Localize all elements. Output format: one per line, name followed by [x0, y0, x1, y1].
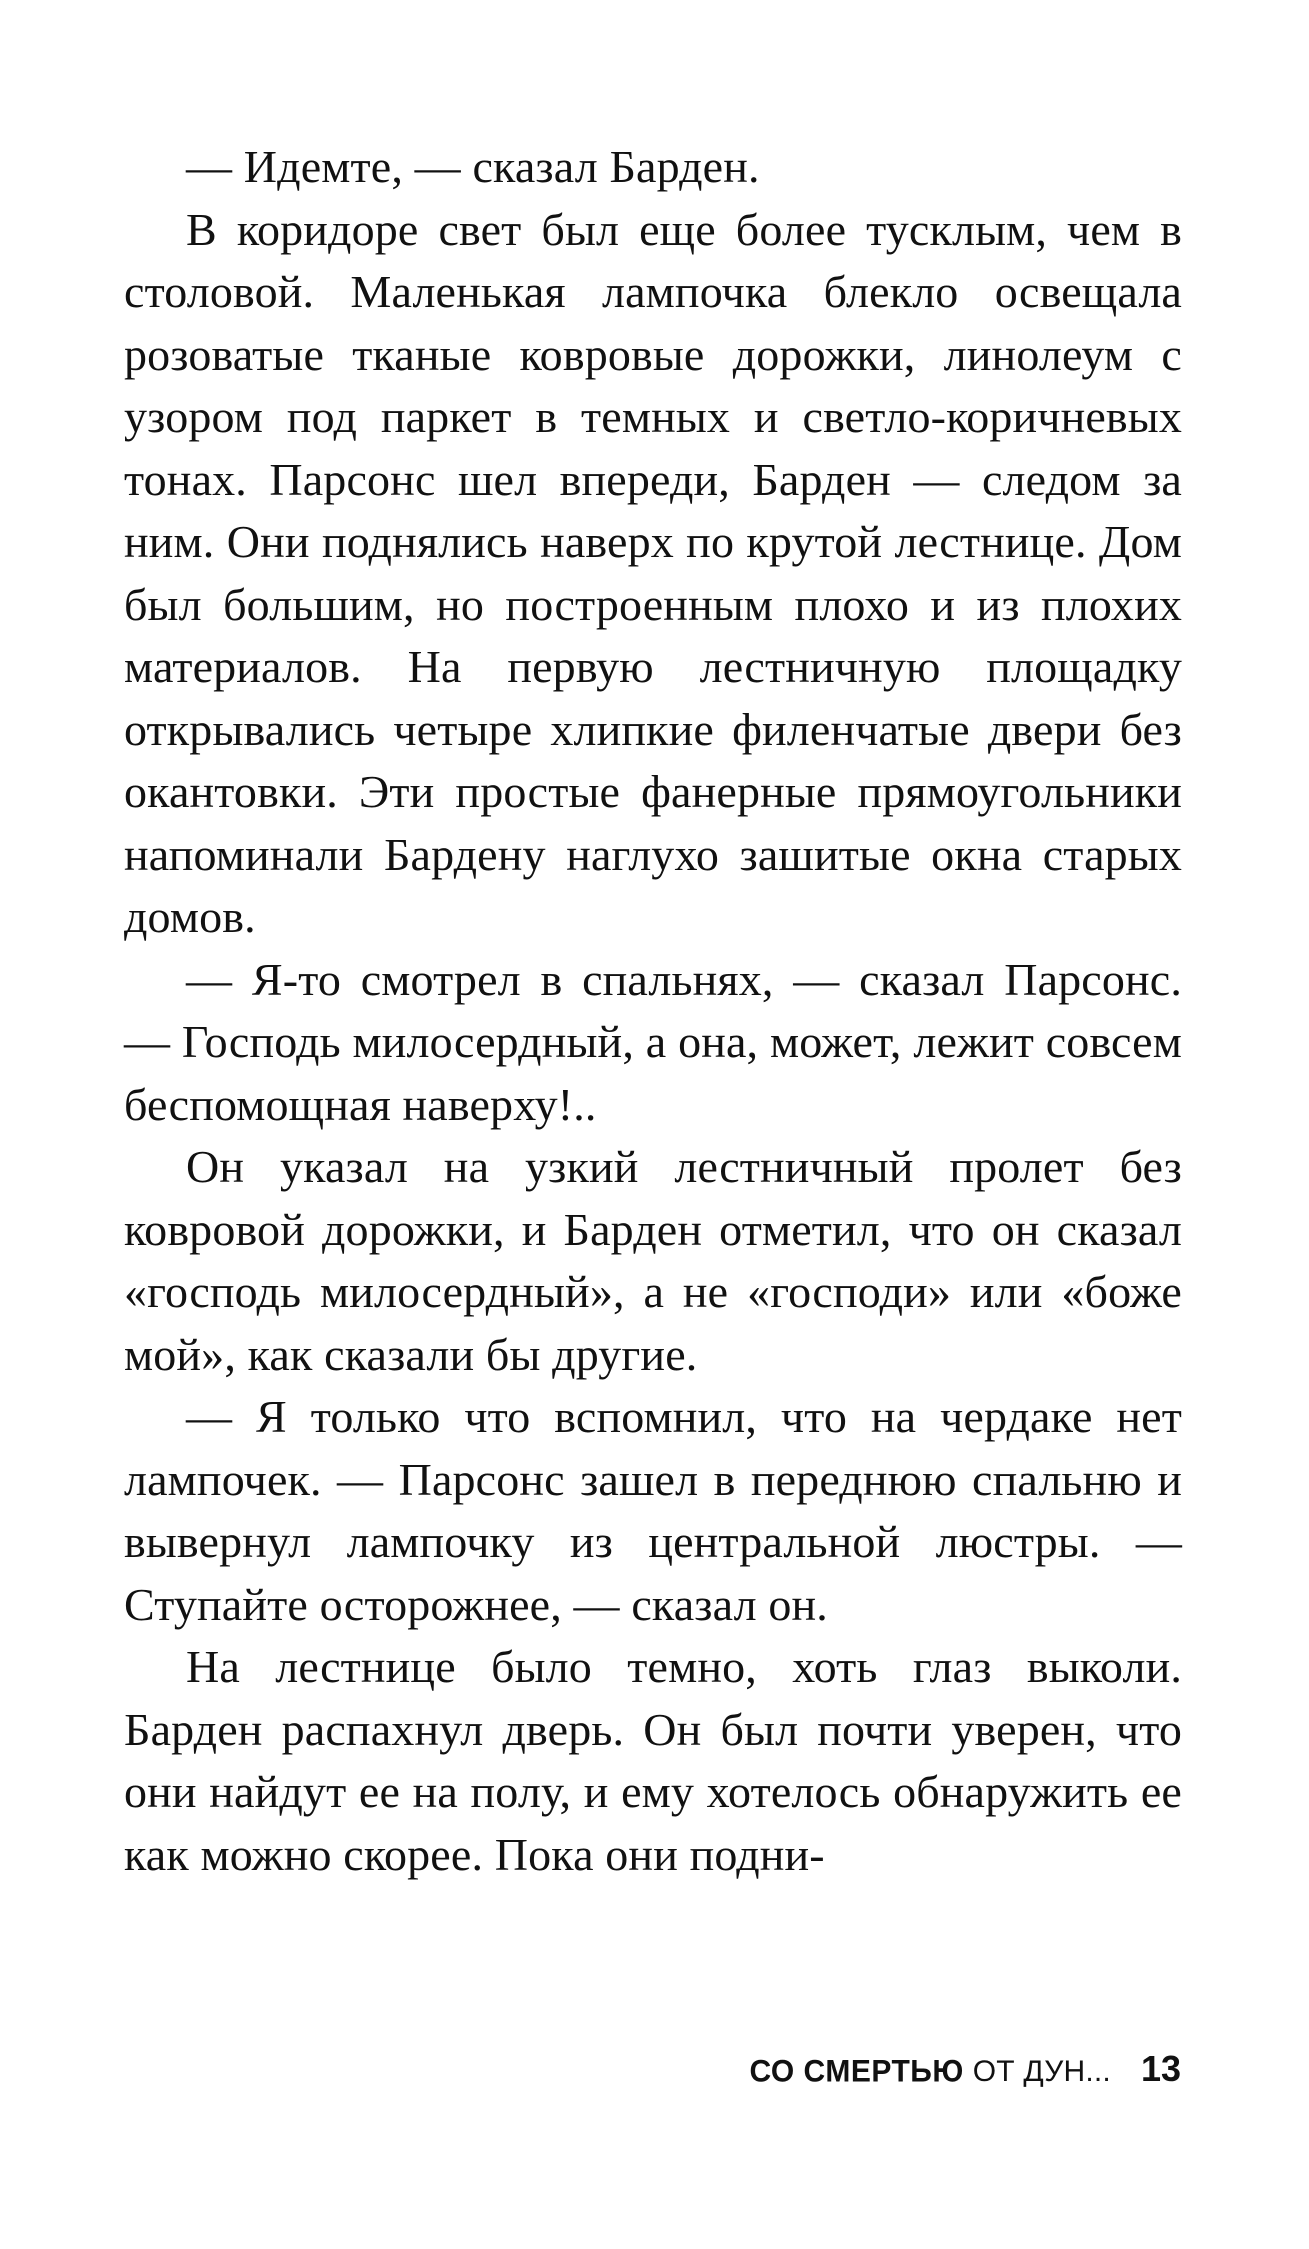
- running-title-rest: ОТ ДУН...: [972, 2055, 1111, 2088]
- page-footer: [749, 2048, 1181, 2098]
- paragraph: — Я-то смотрел в спальнях, — сказал Парсонс. — Господь милосердный, а она, может, лежит совсем беспомощная наверху!..: [124, 953, 1182, 1130]
- paragraph: Он указал на узкий лестничный пролет без ковровой дорожки, и Барден отметил, что он сказал «господь милосердный», а не «господи» или «боже мой», как сказали бы другие.: [124, 1141, 1182, 1380]
- paragraph: На лестнице было темно, хоть глаз выколи. Барден распахнул дверь. Он был почти уверен, что они найдут ее на полу, и ему хотелось обнаружить ее как можно скорее. Пока они подни-: [124, 1641, 1182, 1880]
- paragraph: — Идемте, — сказал Барден.: [186, 141, 760, 192]
- body-text: [124, 136, 1182, 1886]
- running-title-bold: СО СМЕРТЬЮ: [749, 2054, 964, 2089]
- page-number: 13: [1140, 2048, 1181, 2089]
- paragraph: — Я только что вспомнил, что на чердаке нет лампочек. — Парсонс зашел в переднюю спальню и вывернул лампочку из центральной люстры. — Ступайте осторожнее, — сказал он.: [124, 1391, 1182, 1630]
- paragraph: В коридоре свет был еще более тусклым, чем в столовой. Маленькая лампочка блекло освещала розоватые тканые ковровые дорожки, линолеум с узором под паркет в темных и светло-коричневых тонах. Парсонс шел впереди, Барден — следом за ним. Они поднялись наверх по крутой лестнице. Дом был большим, но построенным плохо и из плохих материалов. На первую лестничную площадку открывались четыре хлипкие филенчатые двери без окантовки. Эти простые фанерные прямоугольники напоминали Бардену наглухо зашитые окна старых домов.: [124, 203, 1182, 942]
